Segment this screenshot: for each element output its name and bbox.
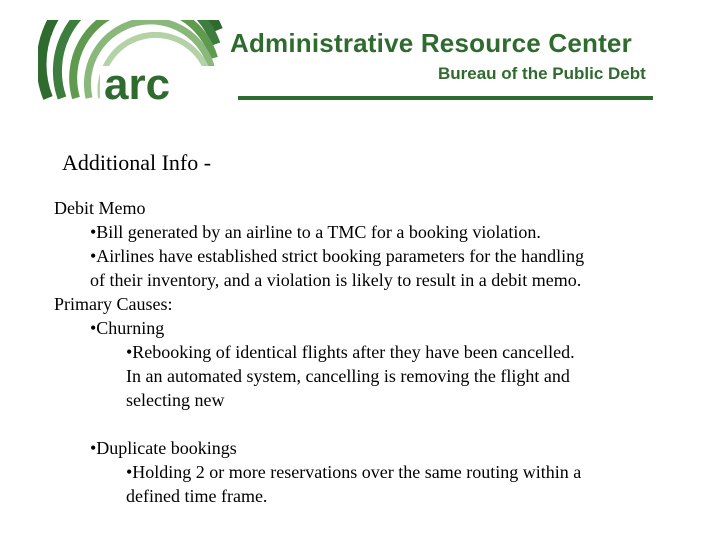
churning-detail-continued: In an automated system, cancelling is removing the flight and (126, 366, 570, 386)
header-divider (238, 96, 653, 100)
spacer (54, 412, 674, 436)
slide-title: Additional Info - (62, 150, 212, 175)
arc-logo (38, 20, 238, 102)
debit-memo-bullet-continued: of their inventory, and a violation is likely to result in a debit memo. (90, 270, 582, 290)
debit-memo-bullet: •Airlines have established strict booking parameters for the handling (90, 246, 585, 266)
churning-detail: •Rebooking of identical flights after they have been cancelled. (126, 342, 575, 362)
churning-heading: •Churning (90, 318, 165, 338)
slide-body (54, 196, 674, 508)
primary-causes-heading: Primary Causes: (54, 294, 173, 314)
duplicate-bookings-detail: •Holding 2 or more reservations over the same routing within a (126, 462, 582, 482)
duplicate-bookings-detail-continued: defined time frame. (126, 486, 268, 506)
churning-detail-continued: selecting new (126, 390, 225, 410)
duplicate-bookings-heading: •Duplicate bookings (90, 438, 237, 458)
logo-wordmark: arc (104, 60, 171, 102)
org-name: Administrative Resource Center (230, 28, 632, 58)
org-subtitle: Bureau of the Public Debt (438, 64, 646, 83)
debit-memo-heading: Debit Memo (54, 198, 146, 218)
debit-memo-bullet: •Bill generated by an airline to a TMC for a booking violation. (90, 222, 541, 242)
